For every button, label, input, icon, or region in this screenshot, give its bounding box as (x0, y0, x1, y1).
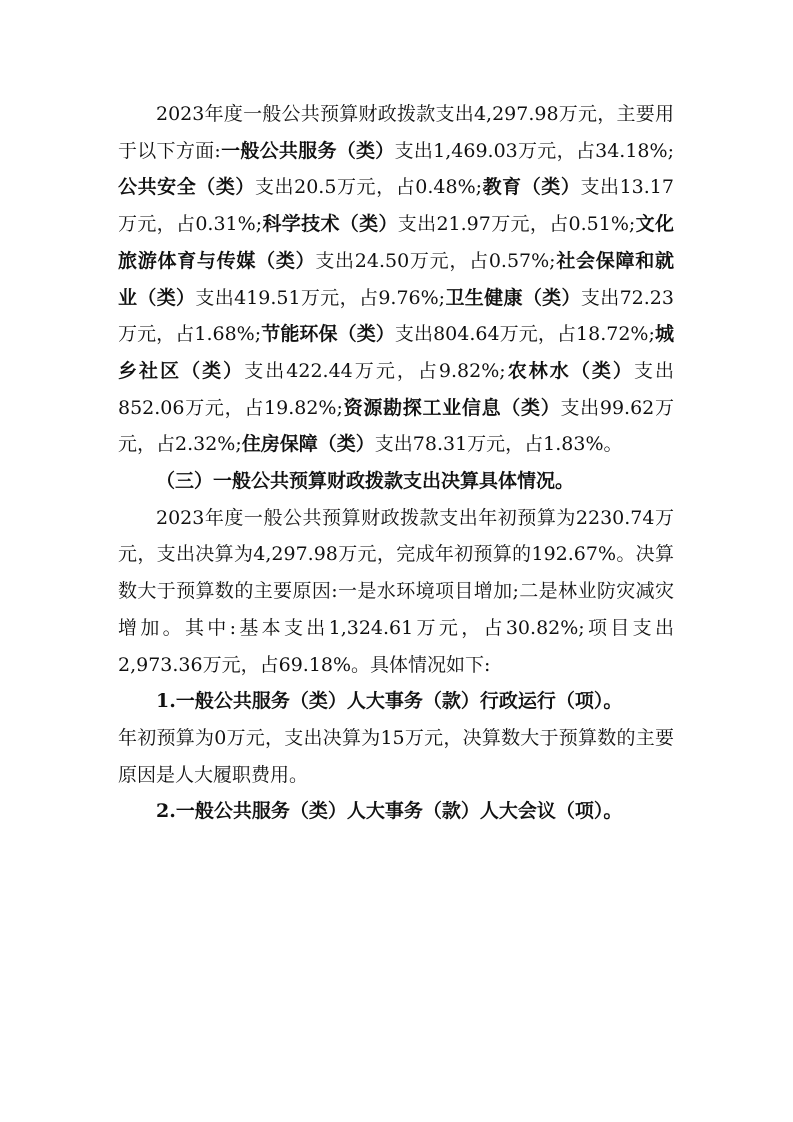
section-body: 2023年度一般公共预算财政拨款支出年初预算为2230.74万元，支出决算为4,297.98万元，完成年初预算的192.67%。决算数大于预算数的主要原因:一是水环境项目增加;二是林业防灾减灾增加。其中:基本支出1,324.61万元，占30.82%;项目支出2,973.36万元，占69.18%。具体情况如下: (118, 506, 674, 676)
summary-category: 一般公共服务（类） (220, 139, 395, 162)
summary-category: 科学技术（类） (262, 213, 398, 236)
summary-value: 支出24.50万元，占0.57%; (315, 249, 556, 272)
summary-value: 支出1,469.03万元，占34.18%; (394, 139, 674, 162)
item-body-1: 年初预算为0万元，支出决算为15万元，决算数大于预算数的主要原因是人大履职费用。 (118, 726, 674, 786)
summary-category: 文化旅游体育与传媒（类） (118, 213, 674, 272)
summary-category: 卫生健康（类） (445, 286, 581, 309)
summary-value: 支出78.31万元，占1.83%。 (374, 433, 623, 456)
summary-value: 支出804.64万元，占18.72%; (394, 323, 655, 346)
document-page (118, 96, 674, 830)
summary-value: 支出13.17万元，占0.31%; (118, 176, 674, 236)
summary-value: 支出419.51万元，占9.76%; (195, 286, 446, 309)
item-title-1: 1.一般公共服务（类）人大事务（款）行政运行（项）。 (156, 690, 623, 713)
summary-category: 节能环保（类） (261, 323, 395, 346)
summary-paragraph (118, 96, 674, 463)
summary-category: 资源勘探工业信息（类） (342, 396, 561, 419)
summary-value: 支出21.97万元，占0.51%; (397, 213, 636, 236)
summary-category: 社会保障和就业（类） (118, 249, 674, 309)
summary-value: 支出422.44万元，占9.82%; (244, 359, 506, 382)
summary-category: 公共安全（类） (118, 176, 255, 199)
item-title-2: 2.一般公共服务（类）人大事务（款）人大会议（项）。 (156, 800, 623, 823)
summary-category: 住房保障（类） (241, 433, 375, 456)
summary-value: 支出20.5万元，占0.48%; (254, 176, 483, 199)
summary-value: 支出72.23万元，占1.68%; (118, 286, 674, 346)
summary-intro: 2023年度一般公共预算财政拨款支出4,297.98万元，主要用于以下方面: (118, 103, 674, 162)
section-heading: （三）一般公共预算财政拨款支出决算具体情况。 (156, 470, 575, 493)
summary-category: 教育（类） (482, 176, 581, 199)
summary-value: 支出852.06万元，占19.82%; (118, 359, 674, 419)
summary-category: 城乡社区（类） (118, 323, 674, 382)
summary-value: 支出99.62万元，占2.32%; (118, 396, 674, 456)
summary-category: 农林水（类） (505, 359, 634, 382)
